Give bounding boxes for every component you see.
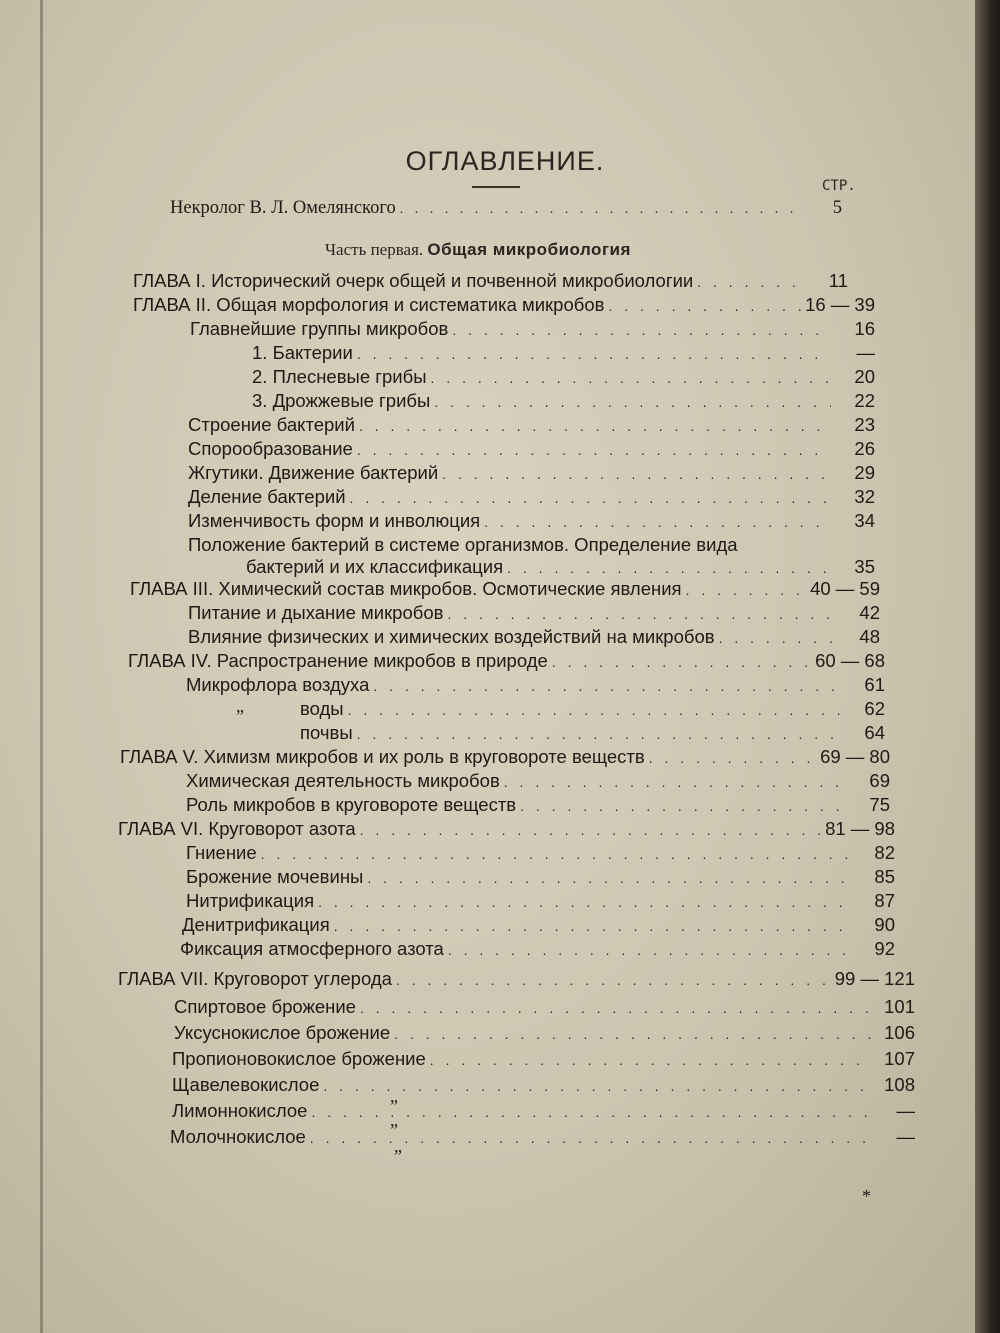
entry-text: Нитрификация bbox=[186, 890, 315, 911]
entry-text: Денитрификация bbox=[182, 914, 330, 935]
leader-dots bbox=[360, 822, 821, 838]
leader-dots bbox=[350, 490, 831, 506]
toc-entry bbox=[180, 938, 895, 962]
toc-entry bbox=[118, 818, 895, 842]
leader-dots bbox=[431, 370, 831, 386]
entry-text: Молочнокислое bbox=[170, 1126, 306, 1147]
toc-entry bbox=[172, 1048, 915, 1072]
entry-text: Изменчивость форм и инволюция bbox=[188, 510, 481, 531]
entry-text: Пропионовокислое брожение bbox=[172, 1048, 426, 1069]
leader-dots bbox=[686, 582, 807, 598]
footer-mark: * bbox=[862, 1186, 871, 1206]
entry-page: 90 bbox=[874, 914, 895, 935]
leader-dots bbox=[318, 894, 851, 910]
leader-dots bbox=[552, 654, 811, 670]
entry-page: 106 bbox=[884, 1022, 915, 1043]
entry-text: ГЛАВА III. Химический состав микробов. Осмотические явления bbox=[130, 578, 682, 599]
leader-dots bbox=[504, 774, 846, 790]
page-fold bbox=[40, 0, 43, 1333]
entry-page: 20 bbox=[854, 366, 875, 387]
entry-page: — bbox=[856, 342, 875, 363]
toc-entry bbox=[186, 866, 895, 890]
entry-text: ГЛАВА VI. Круговорот азота bbox=[118, 818, 356, 839]
toc-entry bbox=[188, 510, 875, 534]
entry-page: 81 — 98 bbox=[825, 818, 895, 839]
toc-entry bbox=[120, 746, 890, 770]
leader-dots bbox=[447, 606, 836, 622]
entry-text: Жгутики. Движение бактерий bbox=[188, 462, 439, 483]
entry-text: почвы bbox=[300, 722, 353, 743]
leader-dots bbox=[357, 726, 841, 742]
entry-page: 62 bbox=[864, 698, 885, 719]
toc-entry bbox=[133, 270, 848, 294]
entry-text: Влияние физических и химических воздействий на микробов bbox=[188, 626, 715, 647]
ditto-mark: „ bbox=[236, 696, 244, 716]
leader-dots bbox=[396, 972, 831, 988]
toc-entry bbox=[186, 890, 895, 914]
entry-page: 60 — 68 bbox=[815, 650, 885, 671]
entry-page: 16 bbox=[854, 318, 875, 339]
leader-dots bbox=[649, 750, 816, 766]
toc-entry bbox=[172, 1074, 915, 1098]
ditto-mark: „ bbox=[390, 1086, 398, 1106]
part-name: Общая микробиология bbox=[427, 240, 631, 259]
entry-text: Роль микробов в круговороте веществ bbox=[186, 794, 517, 815]
entry-page: 34 bbox=[854, 510, 875, 531]
leader-dots bbox=[484, 514, 831, 530]
leader-dots bbox=[507, 560, 831, 576]
leader-dots bbox=[357, 346, 831, 362]
entry-page: 107 bbox=[884, 1048, 915, 1069]
leader-dots bbox=[608, 298, 801, 314]
toc-entry bbox=[174, 1022, 915, 1046]
leader-dots bbox=[452, 322, 831, 338]
toc-entry bbox=[170, 1126, 915, 1150]
entry-page: 35 bbox=[854, 556, 875, 577]
entry-text: Главнейшие группы микробов bbox=[190, 318, 449, 339]
toc-entry bbox=[118, 968, 915, 992]
toc-entry bbox=[174, 996, 915, 1020]
leader-dots bbox=[448, 942, 851, 958]
entry-page: 108 bbox=[884, 1074, 915, 1095]
toc-entry bbox=[252, 342, 875, 366]
entry-text: Строение бактерий bbox=[188, 414, 355, 435]
entry-page: 64 bbox=[864, 722, 885, 743]
leader-dots bbox=[719, 630, 836, 646]
toc-entry-necrolog bbox=[170, 198, 842, 222]
toc-entry bbox=[128, 650, 885, 674]
toc-entry bbox=[172, 1100, 915, 1124]
entry-page: 61 bbox=[864, 674, 885, 695]
entry-page: 32 bbox=[854, 486, 875, 507]
leader-dots bbox=[373, 678, 841, 694]
leader-dots bbox=[357, 442, 831, 458]
entry-text: 1. Бактерии bbox=[252, 342, 353, 363]
toc-entry bbox=[133, 294, 875, 318]
title-rule bbox=[472, 186, 520, 188]
toc-entry bbox=[186, 794, 890, 818]
leader-dots bbox=[430, 1052, 871, 1068]
entry-page: 92 bbox=[874, 938, 895, 959]
leader-dots bbox=[394, 1026, 871, 1042]
leader-dots bbox=[261, 846, 851, 862]
entry-page: 40 — 59 bbox=[810, 578, 880, 599]
entry-page: 85 bbox=[874, 866, 895, 887]
entry-page: 42 bbox=[859, 602, 880, 623]
entry-page: — bbox=[896, 1126, 915, 1147]
leader-dots bbox=[367, 870, 851, 886]
toc-entry bbox=[252, 390, 875, 414]
entry-page: 82 bbox=[874, 842, 895, 863]
leader-dots bbox=[348, 702, 841, 718]
page-column-header: СТР. bbox=[822, 178, 856, 194]
entry-text: бактерий и их классификация bbox=[246, 556, 504, 577]
entry-text: воды bbox=[300, 698, 344, 719]
leader-dots bbox=[697, 274, 804, 290]
entry-text: Спорообразование bbox=[188, 438, 353, 459]
entry-page: 16 — 39 bbox=[805, 294, 875, 315]
entry-text: Уксуснокислое брожение bbox=[174, 1022, 391, 1043]
ditto-mark: „ bbox=[394, 1136, 402, 1156]
entry-text: 2. Плесневые грибы bbox=[252, 366, 427, 387]
toc-entry bbox=[186, 674, 885, 698]
toc-entry bbox=[188, 534, 800, 558]
entry-text: Спиртовое брожение bbox=[174, 996, 356, 1017]
entry-text: Фиксация атмосферного азота bbox=[180, 938, 444, 959]
entry-text: ГЛАВА I. Исторический очерк общей и почвенной микробиологии bbox=[133, 270, 694, 291]
entry-page: 75 bbox=[869, 794, 890, 815]
leader-dots bbox=[442, 466, 831, 482]
toc-entry bbox=[252, 366, 875, 390]
entry-text: ГЛАВА IV. Распространение микробов в природе bbox=[128, 650, 548, 671]
entry-text: 3. Дрожжевые грибы bbox=[252, 390, 431, 411]
entry-page: 29 bbox=[854, 462, 875, 483]
leader-dots bbox=[323, 1078, 871, 1094]
page-edge bbox=[975, 0, 1000, 1333]
entry-text: ГЛАВА VII. Круговорот углерода bbox=[118, 968, 392, 989]
entry-page: 22 bbox=[854, 390, 875, 411]
entry-page: 23 bbox=[854, 414, 875, 435]
leader-dots bbox=[400, 202, 798, 218]
toc-entry bbox=[246, 556, 875, 580]
toc-entry bbox=[182, 914, 895, 938]
toc-entry bbox=[300, 722, 885, 746]
entry-text: Химическая деятельность микробов bbox=[186, 770, 500, 791]
toc-entry bbox=[186, 770, 890, 794]
entry-page: 87 bbox=[874, 890, 895, 911]
toc-entry bbox=[188, 414, 875, 438]
entry-text: Положение бактерий в системе организмов. Определение вида bbox=[188, 534, 738, 555]
entry-text: Деление бактерий bbox=[188, 486, 346, 507]
toc-entry bbox=[188, 438, 875, 462]
toc-entry bbox=[300, 698, 885, 722]
toc-entry bbox=[130, 578, 880, 602]
leader-dots bbox=[360, 1000, 871, 1016]
toc-entry bbox=[188, 626, 880, 650]
entry-page: — bbox=[896, 1100, 915, 1121]
part-heading bbox=[325, 240, 631, 260]
entry-page: 69 — 80 bbox=[820, 746, 890, 767]
ditto-mark: „ bbox=[390, 1110, 398, 1130]
entry-page: 69 bbox=[869, 770, 890, 791]
entry-page: 99 — 121 bbox=[834, 968, 915, 989]
leader-dots bbox=[434, 394, 831, 410]
toc-entry bbox=[188, 486, 875, 510]
entry-page: 101 bbox=[884, 996, 915, 1017]
entry-page: 48 bbox=[859, 626, 880, 647]
entry-text: Питание и дыхание микробов bbox=[188, 602, 444, 623]
entry-text: Щавелевокислое bbox=[172, 1074, 320, 1095]
entry-page: 5 bbox=[832, 198, 842, 218]
entry-text: Гниение bbox=[186, 842, 257, 863]
entry-text: ГЛАВА II. Общая морфология и систематика микробов bbox=[133, 294, 605, 315]
leader-dots bbox=[359, 418, 831, 434]
entry-text: ГЛАВА V. Химизм микробов и их роль в круговороте веществ bbox=[120, 746, 645, 767]
leader-dots bbox=[520, 798, 846, 814]
toc-entry bbox=[188, 462, 875, 486]
page-title: ОГЛАВЛЕНИЕ. bbox=[405, 146, 605, 176]
entry-text: Микрофлора воздуха bbox=[186, 674, 370, 695]
toc-entry bbox=[186, 842, 895, 866]
toc-entry bbox=[190, 318, 875, 342]
entry-text: Некролог В. Л. Омелянского bbox=[170, 198, 396, 218]
entry-page: 26 bbox=[854, 438, 875, 459]
entry-page: 11 bbox=[828, 270, 848, 291]
toc-entry bbox=[188, 602, 880, 626]
part-prefix: Часть первая. bbox=[325, 240, 424, 259]
entry-text: Брожение мочевины bbox=[186, 866, 364, 887]
entry-text: Лимоннокислое bbox=[172, 1100, 308, 1121]
leader-dots bbox=[334, 918, 851, 934]
